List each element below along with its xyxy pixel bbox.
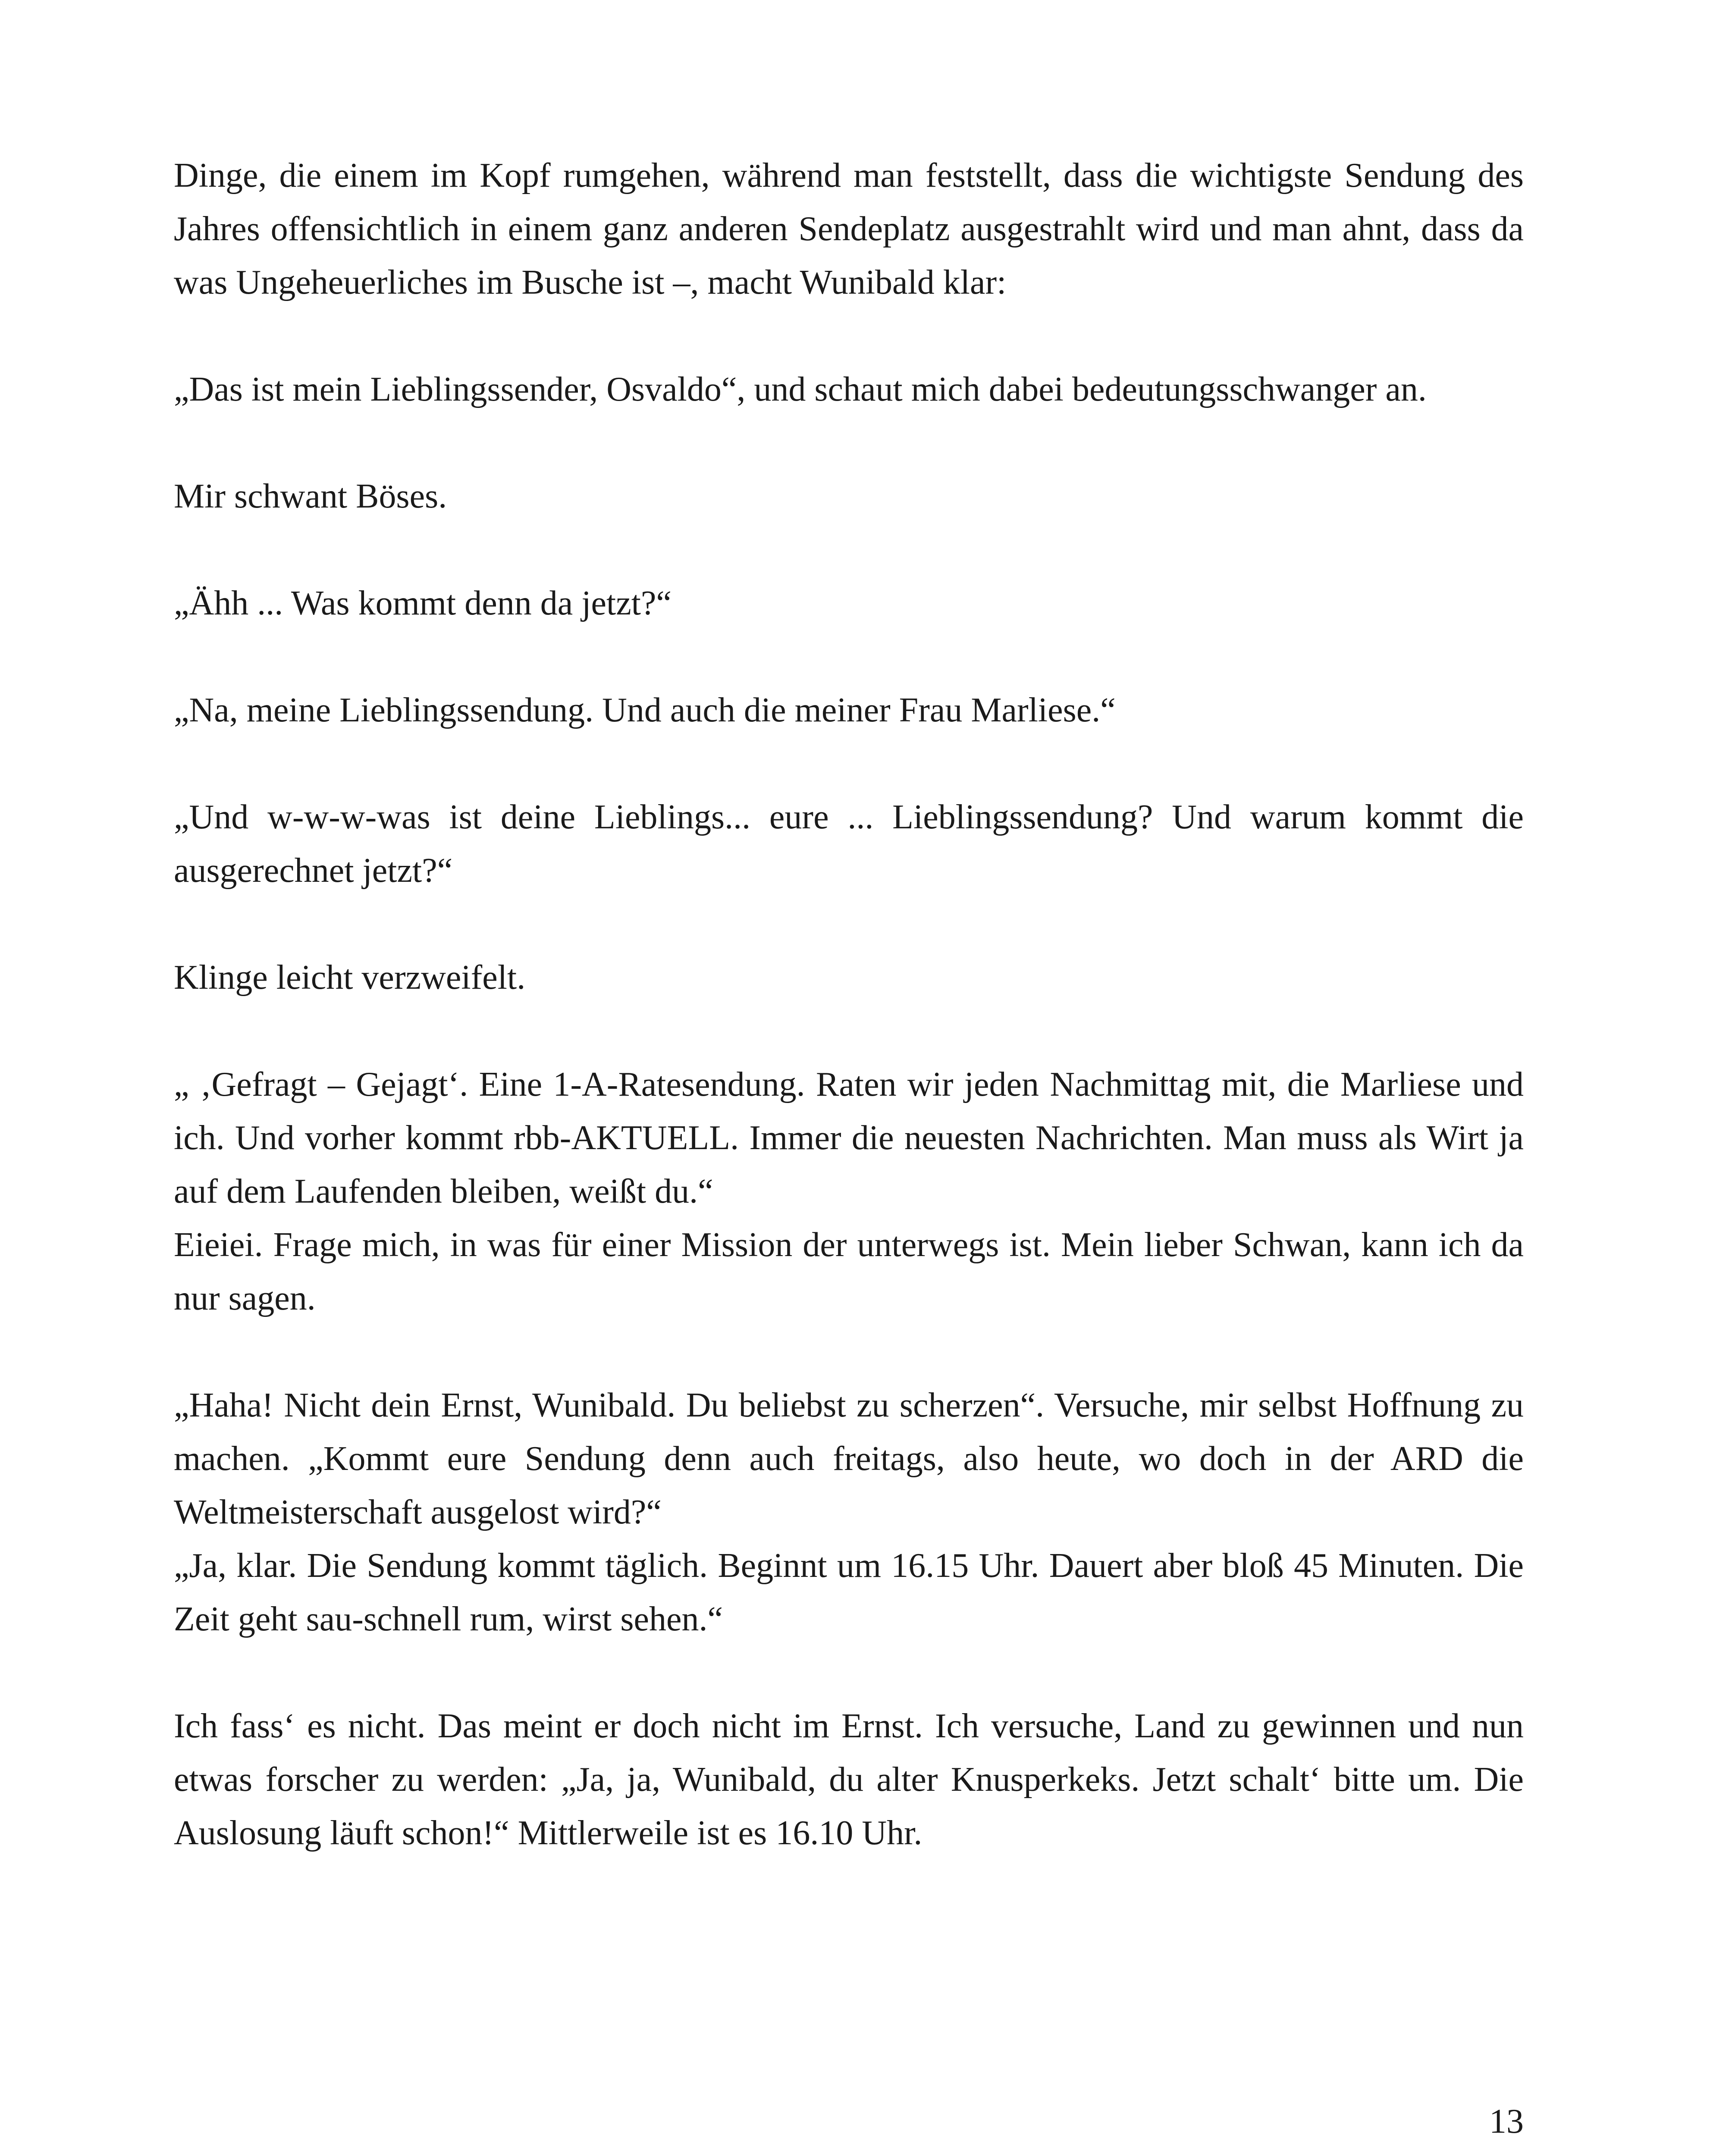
paragraph: „Ähh ... Was kommt denn da jetzt?“	[174, 584, 671, 622]
paragraph: „Haha! Nicht dein Ernst, Wunibald. Du beliebst zu scherzen“. Versuche, mir selbst Hoffnung zu machen. „Kommt eure Sendung denn auch freitags, also heute, wo doch in der ARD die Weltmeisterschaft ausgelost wird?“	[174, 1386, 1524, 1531]
body-text	[174, 149, 1524, 1913]
paragraph: Ich fass‘ es nicht. Das meint er doch nicht im Ernst. Ich versuche, Land zu gewinnen und nun etwas forscher zu werden: „Ja, ja, Wunibald, du alter Knusperkeks. Jetzt schalt‘ bitte um. Die Auslosung läuft schon!“ Mittlerweile ist es 16.10 Uhr.	[174, 1707, 1524, 1852]
paragraph: Eieiei. Frage mich, in was für einer Mission der unterwegs ist. Mein lieber Schwan, kann ich da nur sagen.	[174, 1226, 1524, 1317]
page-number: 13	[1489, 2103, 1524, 2140]
paragraph: Klinge leicht verzweifelt.	[174, 959, 526, 997]
paragraph: „Ja, klar. Die Sendung kommt täglich. Beginnt um 16.15 Uhr. Dauert aber bloß 45 Minuten. Die Zeit geht sau-schnell rum, wirst sehen.“	[174, 1547, 1524, 1638]
paragraph: Mir schwant Böses.	[174, 477, 447, 515]
paragraph: „Und w-w-w-was ist deine Lieblings... eure ... Lieblingssendung? Und warum kommt die ausgerechnet jetzt?“	[174, 798, 1524, 890]
paragraph: Dinge, die einem im Kopf rumgehen, während man feststellt, dass die wichtigste Sendung des Jahres offensichtlich in einem ganz anderen Sendeplatz ausgestrahlt wird und man ahnt, dass da was Ungeheuerliches im Busche ist –, macht Wunibald klar:	[174, 157, 1524, 301]
paragraph: „Das ist mein Lieblingssender, Osvaldo“, und schaut mich dabei bedeutungsschwanger an.	[174, 370, 1427, 408]
paragraph: „Na, meine Lieblingssendung. Und auch die meiner Frau Marliese.“	[174, 691, 1116, 729]
paragraph: „ ‚Gefragt – Gejagt‘. Eine 1-A-Ratesendung. Raten wir jeden Nachmittag mit, die Marliese und ich. Und vorher kommt rbb-AKTUELL. Immer die neuesten Nachrichten. Man muss als Wirt ja auf dem Laufenden bleiben, weißt du.“	[174, 1065, 1524, 1210]
